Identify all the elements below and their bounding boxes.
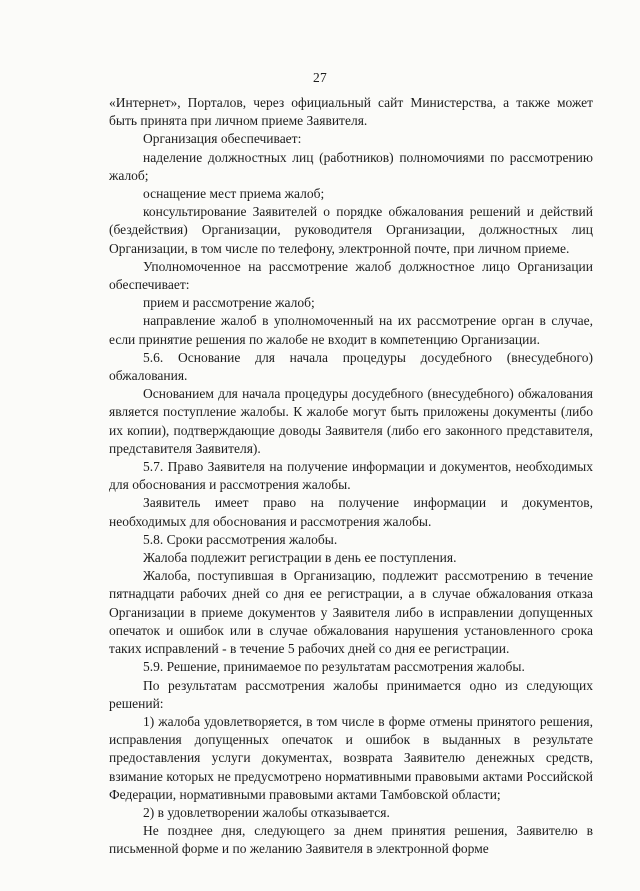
section-heading: 5.7. Право Заявителя на получение информации и документов, необходимых для обоснования и рассмотрения жалобы. [109,459,593,493]
page-number: 27 [312,70,328,85]
list-item: 2) в удовлетворении жалобы отказывается. [143,804,390,820]
list-item: 1) жалоба удовлетворяется, в том числе в форме отмены принятого решения, исправления допущенных опечаток и ошибок в выданных в результате предоставления услуги документах, возврата Заявителю денежных средств, взимание которых не предусмотрено нормативными правовыми актами Российской Федерации, нормативными правовыми актами Тамбовской области; [109,713,593,802]
paragraph: направление жалоб в уполномоченный на их рассмотрение орган в случае, если принятие решения по жалобе не входит в компетенцию Организации. [109,313,593,347]
paragraph: наделение должностных лиц (работников) полномочиями по рассмотрению жалоб; [109,149,593,183]
document-body [109,94,593,859]
paragraph: Заявитель имеет право на получение информации и документов, необходимых для обоснования и рассмотрения жалобы. [109,495,593,529]
section-heading: 5.6. Основание для начала процедуры досудебного (внесудебного) обжалования. [109,349,593,384]
paragraph: прием и рассмотрение жалоб; [143,295,315,311]
section-heading: 5.8. Сроки рассмотрения жалобы. [143,531,338,547]
paragraph: Уполномоченное на рассмотрение жалоб должностное лицо Организации обеспечивает: [109,258,593,293]
paragraph: Основанием для начала процедуры досудебного (внесудебного) обжалования является поступление жалобы. К жалобе могут быть приложены документы (либо их копии), подтверждающие доводы Заявителя (либо его законного представителя, представителя Заявителя). [109,386,593,456]
paragraph: консультирование Заявителей о порядке обжалования решений и действий (бездействия) Организации, руководителя Организации, должностных лиц Организации, в том числе по телефону, электронной почте, при личном приеме. [109,204,593,256]
paragraph: Организация обеспечивает: [143,131,302,147]
paragraph: Жалоба, поступившая в Организацию, подлежит рассмотрению в течение пятнадцати рабочих дней со дня ее регистрации, а в случае обжалования отказа Организации в приеме документов у Заявителя либо в исправлении допущенных опечаток и ошибок или в случае обжалования нарушения установленного срока таких исправлений - в течение 5 рабочих дней со дня ее регистрации. [109,568,593,657]
section-heading: 5.9. Решение, принимаемое по результатам рассмотрения жалобы. [143,659,525,675]
paragraph: Жалоба подлежит регистрации в день ее поступления. [143,550,457,566]
paragraph: Не позднее дня, следующего за днем принятия решения, Заявителю в письменной форме и по желанию Заявителя в электронной форме [109,823,593,857]
paragraph: «Интернет», Порталов, через официальный сайт Министерства, а также может быть принята при личном приеме Заявителя. [109,95,593,129]
paragraph: По результатам рассмотрения жалобы принимается одно из следующих решений: [109,677,593,711]
paragraph: оснащение мест приема жалоб; [143,186,325,202]
